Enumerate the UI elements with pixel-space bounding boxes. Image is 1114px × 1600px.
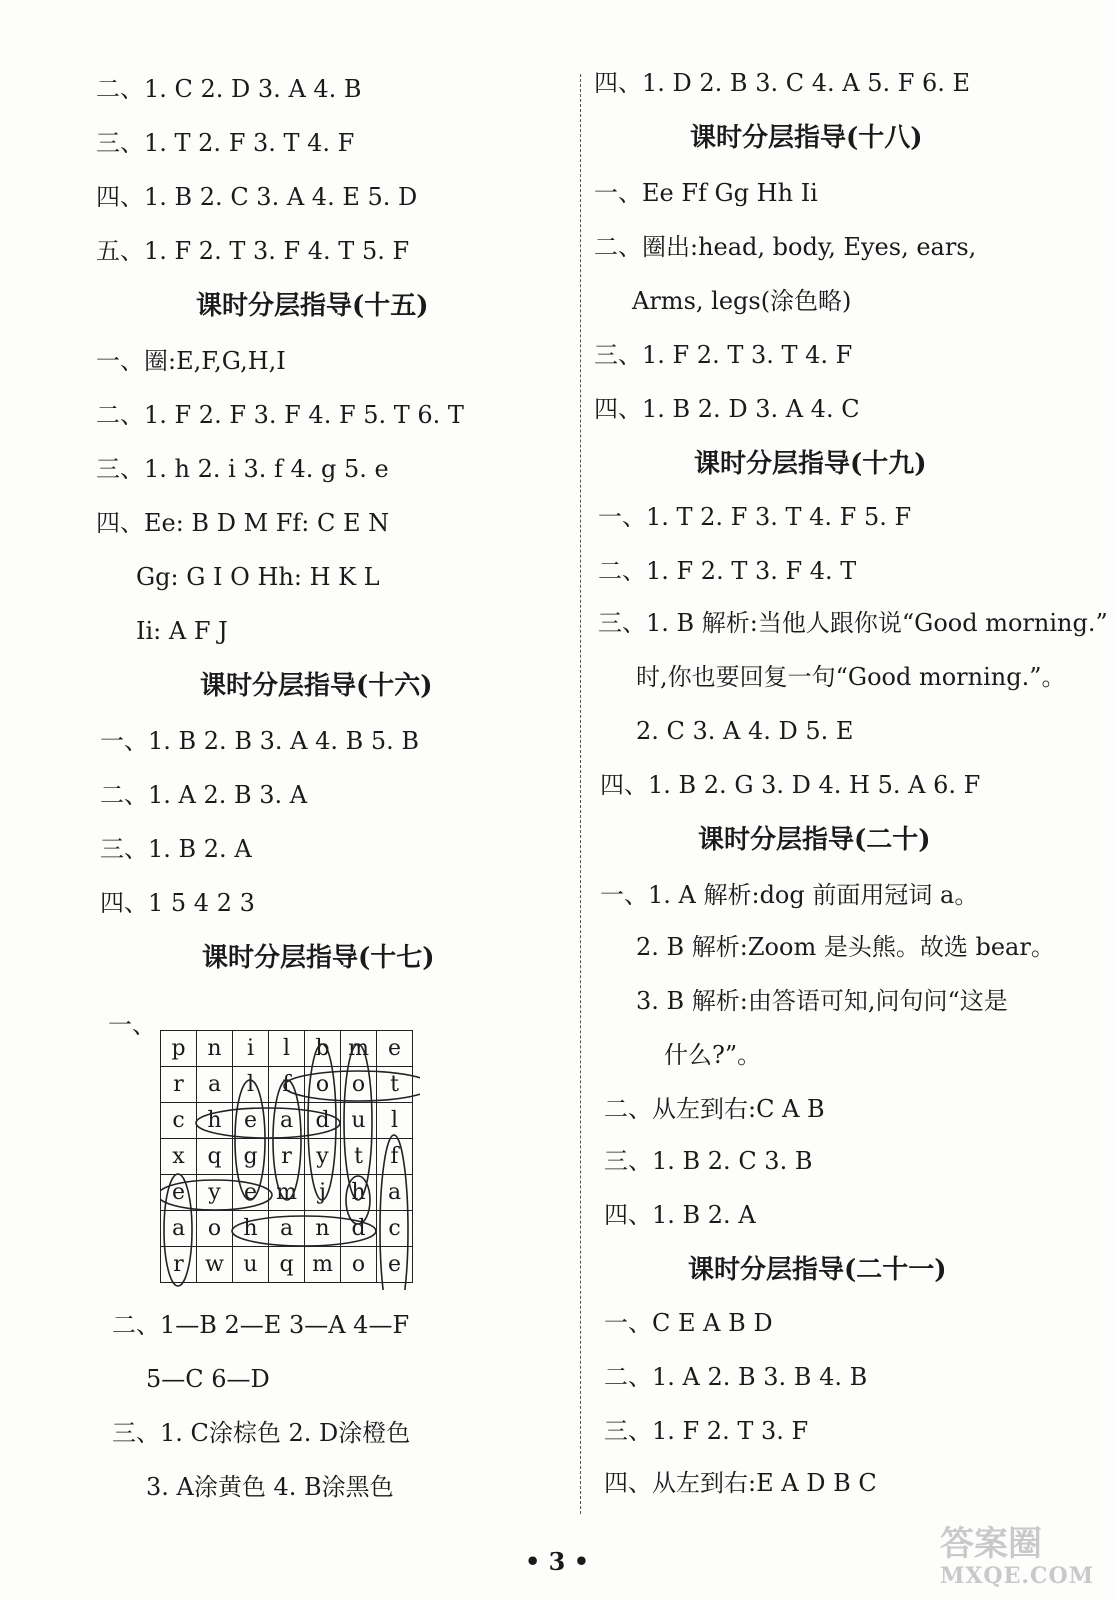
answer-line: 二、1. F 2. F 3. F 4. F 5. T 6. T [96, 401, 464, 429]
answer-line: 3. A涂黄色 4. B涂黑色 [146, 1473, 394, 1501]
grid-cell: u [233, 1247, 269, 1283]
watermark-url: MXQE.COM [940, 1563, 1095, 1589]
grid-row [161, 1139, 413, 1175]
grid-cell: e [233, 1103, 269, 1139]
answer-line: 一、1. A 解析:dog 前面用冠词 a。 [600, 881, 979, 909]
answer-line: Gg: G I O Hh: H K L [136, 563, 380, 591]
answer-line: 3. B 解析:由答语可知,问句问“这是 [636, 987, 1008, 1015]
grid-cell: q [197, 1139, 233, 1175]
grid-cell: m [341, 1031, 377, 1067]
section-title: 课时分层指导(十八) [690, 123, 923, 153]
grid-row [161, 1103, 413, 1139]
answer-line: 四、从左到右:E A D B C [604, 1469, 877, 1497]
grid-cell: e [233, 1175, 269, 1211]
answer-line: 三、1. B 解析:当他人跟你说“Good morning.” [598, 609, 1108, 637]
grid-cell: d [305, 1103, 341, 1139]
grid-cell: t [341, 1139, 377, 1175]
grid-cell: r [161, 1067, 197, 1103]
section-title: 课时分层指导(二十一) [688, 1255, 947, 1285]
answer-line: 四、1. B 2. A [604, 1201, 756, 1229]
word-search-grid [160, 1030, 413, 1283]
answer-line: 二、1. C 2. D 3. A 4. B [96, 75, 362, 103]
grid-cell: m [269, 1175, 305, 1211]
answer-line: Ii: A F J [136, 617, 228, 645]
grid-cell: o [197, 1211, 233, 1247]
answer-line: 一、C E A B D [604, 1309, 773, 1337]
answer-line: 三、1. h 2. i 3. f 4. g 5. e [96, 455, 389, 483]
grid-cell: e [161, 1175, 197, 1211]
watermark-text: 答案圈 [940, 1524, 1042, 1564]
grid-cell: a [197, 1067, 233, 1103]
grid-cell: t [377, 1067, 413, 1103]
section-title: 课时分层指导(十七) [202, 943, 435, 973]
grid-row [161, 1031, 413, 1067]
grid-cell: c [161, 1103, 197, 1139]
answer-line: 二、1. A 2. B 3. A [100, 781, 308, 809]
grid-cell: i [233, 1031, 269, 1067]
grid-cell: e [377, 1031, 413, 1067]
grid-cell: p [161, 1031, 197, 1067]
answer-line: 一、圈:E,F,G,H,I [96, 347, 286, 375]
section-title: 课时分层指导(十九) [694, 449, 927, 479]
answer-line: 三、1. C涂棕色 2. D涂橙色 [112, 1419, 411, 1447]
answer-line: 三、1. F 2. T 3. F [604, 1417, 809, 1445]
grid-cell: e [377, 1247, 413, 1283]
grid-cell: g [233, 1139, 269, 1175]
grid-cell: o [305, 1067, 341, 1103]
answer-line: 二、圈出:head, body, Eyes, ears, [594, 233, 977, 261]
answer-line: 一、1. T 2. F 3. T 4. F 5. F [598, 503, 912, 531]
grid-cell: b [305, 1031, 341, 1067]
grid-cell: c [377, 1211, 413, 1247]
grid-cell: q [269, 1247, 305, 1283]
answer-line: 三、1. F 2. T 3. T 4. F [594, 341, 853, 369]
grid-cell: y [197, 1175, 233, 1211]
grid-row [161, 1067, 413, 1103]
grid-question-label: 一、 [108, 1011, 156, 1039]
answer-line: 2. C 3. A 4. D 5. E [636, 717, 854, 745]
grid-cell: a [161, 1211, 197, 1247]
grid-cell: l [233, 1067, 269, 1103]
answer-line: 四、1 5 4 2 3 [100, 889, 255, 917]
grid-cell: x [161, 1139, 197, 1175]
answer-line: 四、1. B 2. G 3. D 4. H 5. A 6. F [600, 771, 981, 799]
grid-row [161, 1211, 413, 1247]
answer-line: 时,你也要回复一句“Good morning.”。 [636, 663, 1066, 691]
grid-cell: a [269, 1103, 305, 1139]
answer-line: 2. B 解析:Zoom 是头熊。故选 bear。 [636, 933, 1055, 961]
answer-line: 二、1—B 2—E 3—A 4—F [112, 1311, 410, 1339]
answer-line: 四、1. B 2. D 3. A 4. C [594, 395, 860, 423]
answer-line: Arms, legs(涂色略) [632, 287, 852, 315]
grid-cell: f [269, 1067, 305, 1103]
answer-line: 四、Ee: B D M Ff: C E N [96, 509, 390, 537]
section-title: 课时分层指导(十五) [196, 291, 429, 321]
grid-row [161, 1175, 413, 1211]
answer-line: 三、1. B 2. A [100, 835, 252, 863]
answer-line: 三、1. B 2. C 3. B [604, 1147, 813, 1175]
grid-cell: m [305, 1247, 341, 1283]
answer-line: 5—C 6—D [146, 1365, 270, 1393]
grid-cell: h [341, 1175, 377, 1211]
grid-cell: j [305, 1175, 341, 1211]
answer-line: 四、1. B 2. C 3. A 4. E 5. D [96, 183, 418, 211]
answer-line: 五、1. F 2. T 3. F 4. T 5. F [96, 237, 410, 265]
grid-cell: u [341, 1103, 377, 1139]
grid-cell: h [233, 1211, 269, 1247]
grid-cell: r [161, 1247, 197, 1283]
answer-line: 二、1. F 2. T 3. F 4. T [598, 557, 857, 585]
grid-cell: l [377, 1103, 413, 1139]
grid-cell: a [377, 1175, 413, 1211]
grid-cell: h [197, 1103, 233, 1139]
answer-line: 什么?”。 [664, 1041, 762, 1069]
answer-line: 二、从左到右:C A B [604, 1095, 825, 1123]
section-title: 课时分层指导(二十) [698, 825, 931, 855]
section-title: 课时分层指导(十六) [200, 671, 433, 701]
answer-line: 二、1. A 2. B 3. B 4. B [604, 1363, 868, 1391]
grid-cell: n [197, 1031, 233, 1067]
grid-cell: n [305, 1211, 341, 1247]
column-divider [580, 74, 581, 1514]
grid-cell: f [377, 1139, 413, 1175]
grid-cell: r [269, 1139, 305, 1175]
grid-cell: y [305, 1139, 341, 1175]
watermark [940, 1525, 1094, 1589]
answer-line: 一、1. B 2. B 3. A 4. B 5. B [100, 727, 420, 755]
answer-line: 三、1. T 2. F 3. T 4. F [96, 129, 355, 157]
grid-cell: w [197, 1247, 233, 1283]
grid-cell: o [341, 1247, 377, 1283]
page-number: • 3 • [524, 1547, 590, 1576]
grid-cell: a [269, 1211, 305, 1247]
answer-line: 一、Ee Ff Gg Hh Ii [594, 179, 818, 207]
answer-line: 四、1. D 2. B 3. C 4. A 5. F 6. E [594, 69, 971, 97]
grid-cell: l [269, 1031, 305, 1067]
grid-row [161, 1247, 413, 1283]
grid-cell: d [341, 1211, 377, 1247]
grid-cell: o [341, 1067, 377, 1103]
